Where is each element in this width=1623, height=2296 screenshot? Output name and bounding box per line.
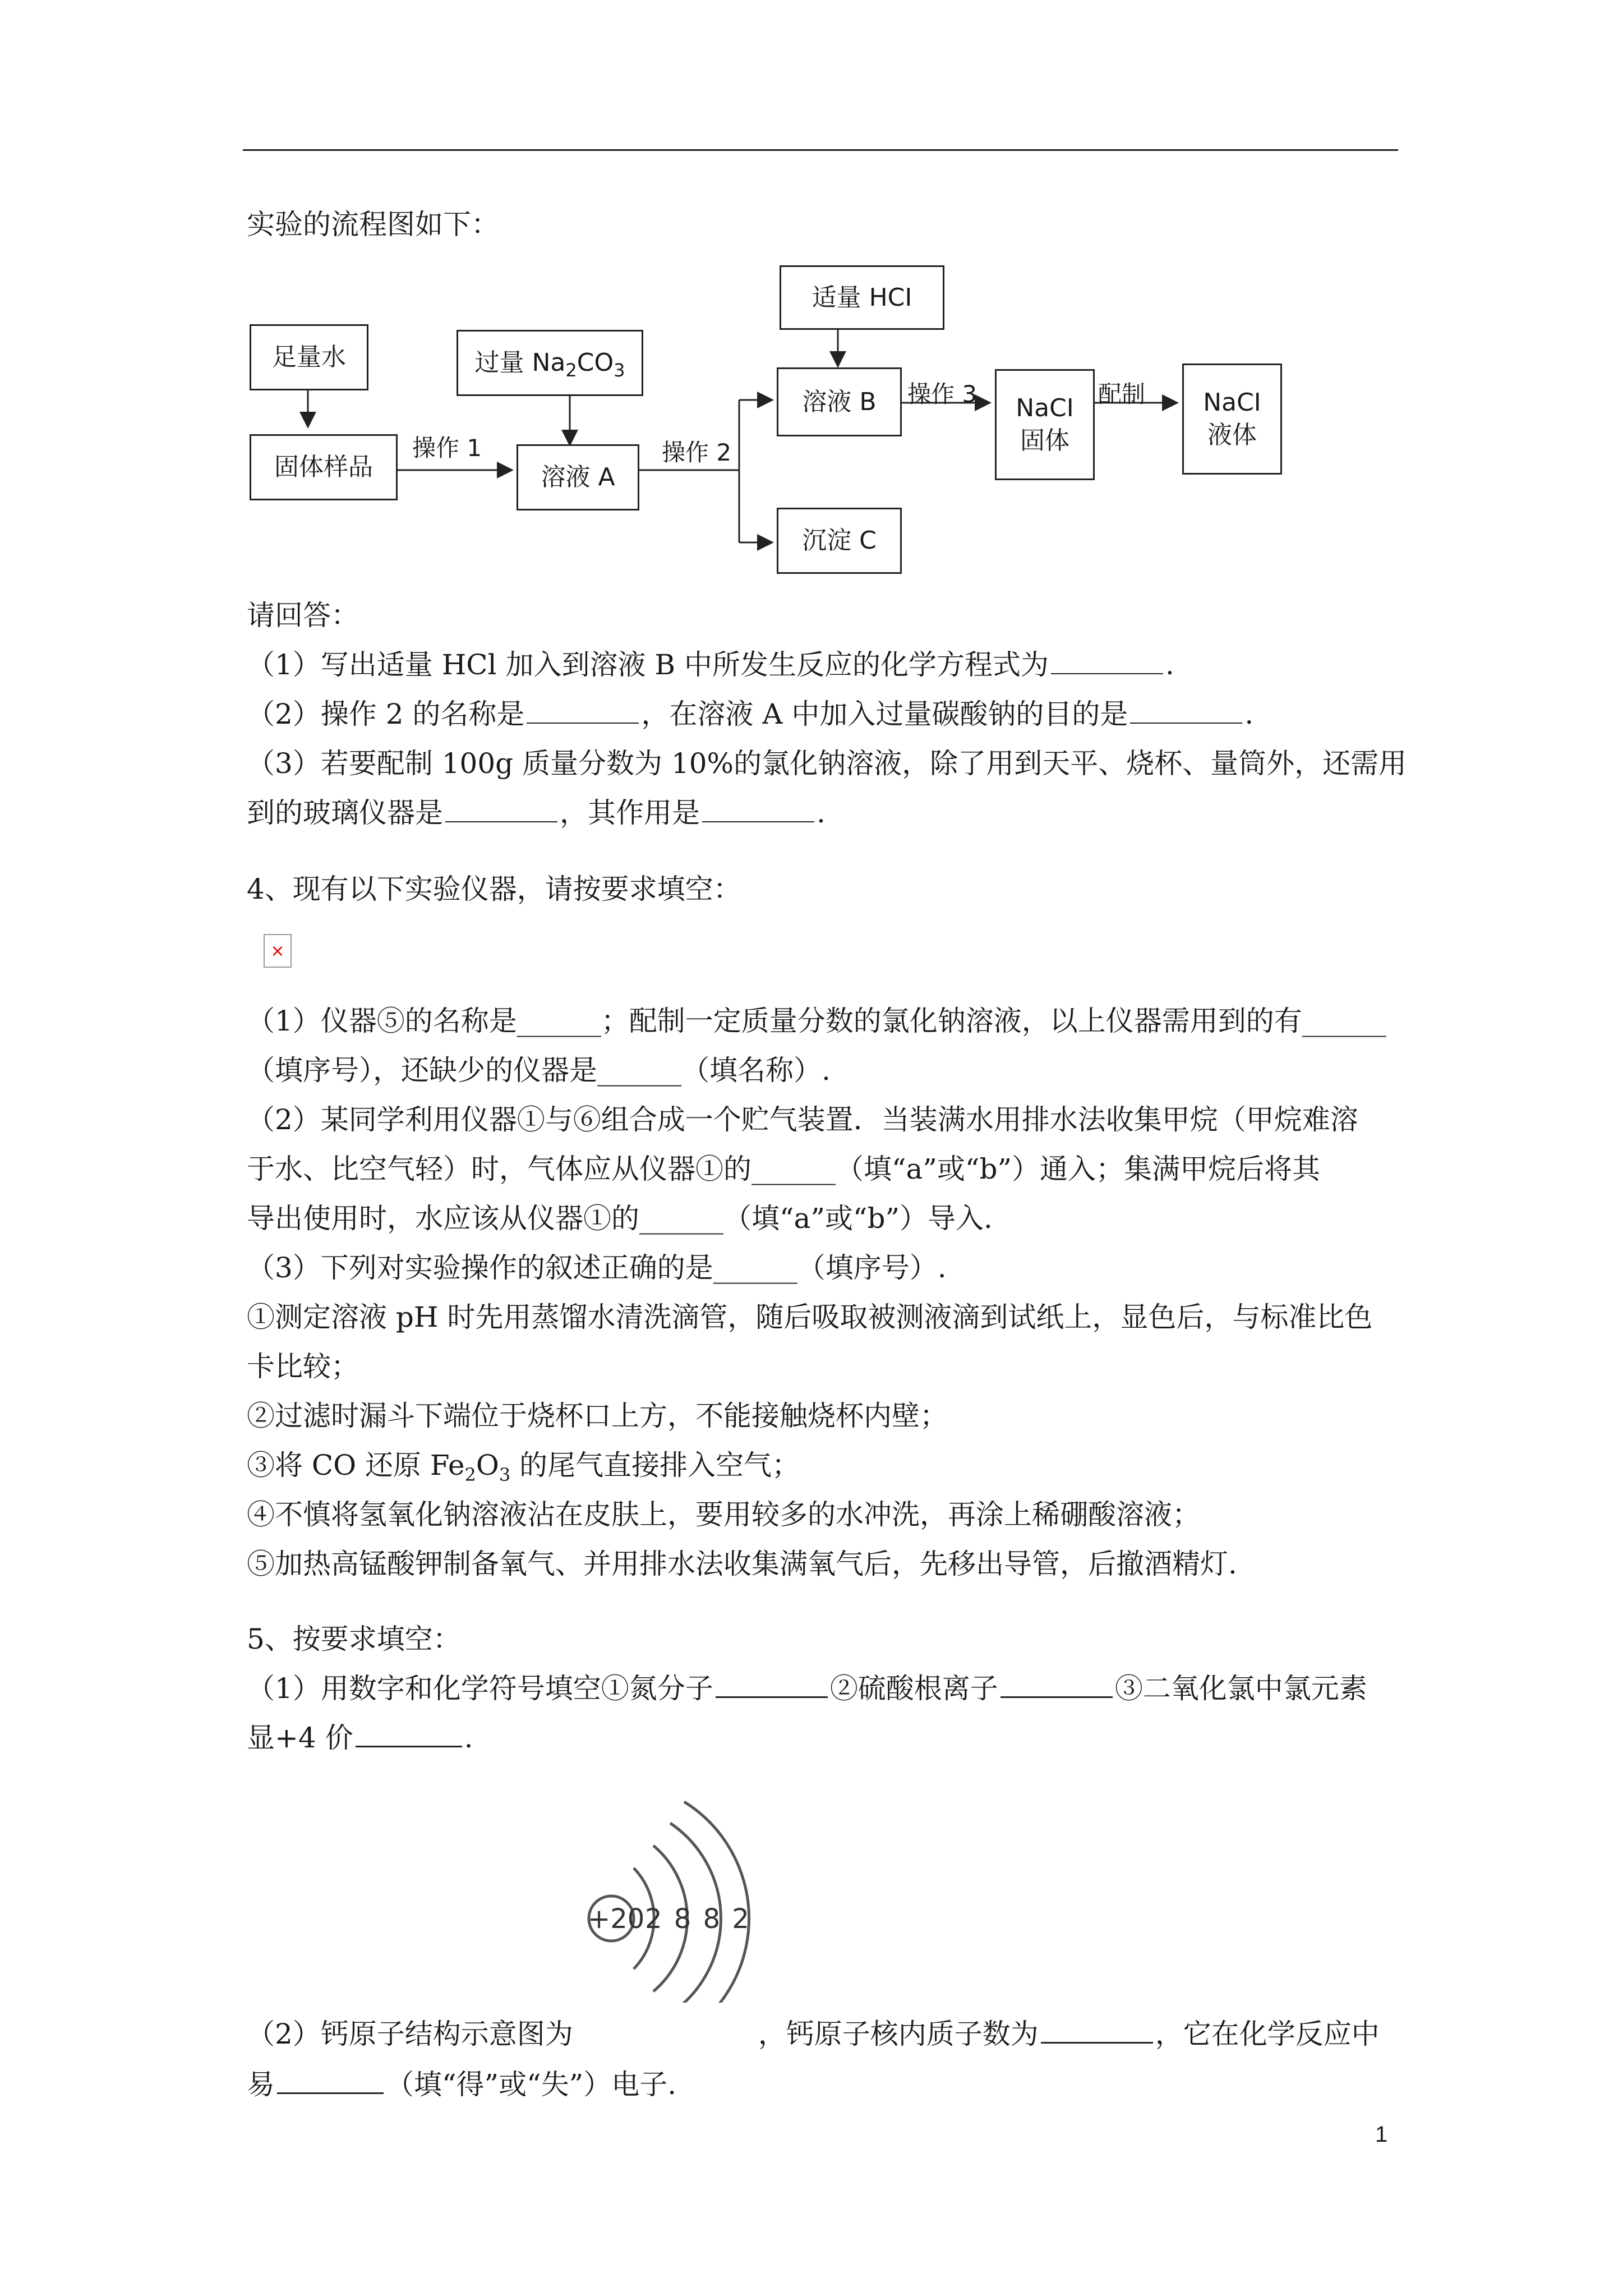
answer-blank[interactable] (702, 797, 814, 822)
box-solid-sample: 固体样品 (250, 434, 398, 500)
atom-shells-graphic (572, 1778, 763, 2003)
box-precipitate-c: 沉淀 C (777, 508, 902, 574)
answer-blank[interactable] (1041, 2017, 1153, 2044)
q4-line12: ⑤加热高锰酸钾制备氧气、并用排水法收集满氧气后，先移出导管，后撤酒精灯. (247, 1548, 1237, 1580)
q3-part1: （1）写出适量 HCl 加入到溶液 B 中所发生反应的化学方程式为 . (247, 648, 1174, 681)
page-number: 1 (1375, 2122, 1388, 2147)
ask-text: 请回答： (247, 599, 359, 632)
q4-title: 4、现有以下实验仪器，请按要求填空： (247, 873, 741, 905)
q4-line2: （填序号），还缺少的仪器是______（填名称）. (247, 1054, 831, 1087)
q4-line6: （3）下列对实验操作的叙述正确的是______（填序号）. (247, 1251, 947, 1284)
label-operation-3: 操作 3 (907, 380, 978, 408)
answer-blank[interactable] (1051, 648, 1163, 674)
q4-line7: ①测定溶液 pH 时先用蒸馏水清洗滴管，随后吸取被测液滴到试纸上，显色后，与标准比色 (247, 1301, 1373, 1333)
q3-part3-line2: 到的玻璃仪器是 ，其作用是 . (247, 797, 826, 829)
q4-line11: ④不慎将氢氧化钠溶液沾在皮肤上，要用较多的水冲洗，再涂上稀硼酸溶液； (247, 1498, 1200, 1531)
q4-line1: （1）仪器⑤的名称是______；配制一定质量分数的氯化钠溶液，以上仪器需用到的有______ (247, 1005, 1386, 1037)
q5-line4: 易 （填“得”或“失”）电子. (247, 2068, 677, 2101)
atom-shell-electrons: 2 8 8 2 (645, 1903, 749, 1935)
q5-line1: （1）用数字和化学符号填空①氮分子 ②硫酸根离子 ③二氧化氯中氯元素 (247, 1672, 1367, 1705)
box-sodium-carbonate: 过量 $Na_2CO_3$ (457, 330, 643, 396)
broken-image-icon: × (264, 934, 292, 968)
answer-blank[interactable] (277, 2068, 384, 2094)
box-water: 足量水 (250, 324, 368, 390)
q3-part3-line1: （3）若要配制 100g 质量分数为 10%的氯化钠溶液，除了用到天平、烧杯、量筒外，还需用 (247, 747, 1407, 780)
q5-line3: （2）钙原子结构示意图为 ，钙原子核内质子数为 ，它在化学反应中 (247, 2018, 1380, 2050)
q4-line4: 于水、比空气轻）时，气体应从仪器①的______（填“a”或“b”）通入；集满甲烷后将其 (247, 1153, 1321, 1185)
answer-blank[interactable] (527, 698, 639, 724)
q5-title: 5、按要求填空： (247, 1623, 461, 1655)
answer-blank[interactable] (1130, 698, 1242, 724)
intro-text: 实验的流程图如下： (247, 208, 499, 241)
label-prepare: 配制 (1098, 380, 1146, 408)
answer-blank[interactable] (716, 1672, 828, 1698)
box-solution-a: 溶液 A (517, 444, 639, 510)
box-nacl-solid: NaCI 固体 (995, 369, 1095, 480)
answer-blank[interactable] (356, 1721, 462, 1747)
q4-line3: （2）某同学利用仪器①与⑥组合成一个贮气装置．当装满水用排水法收集甲烷（甲烷难溶 (247, 1103, 1358, 1136)
atom-nucleus-label: +20 (588, 1903, 645, 1935)
answer-blank[interactable] (445, 797, 557, 822)
q4-line9: ②过滤时漏斗下端位于烧杯口上方，不能接触烧杯内壁； (247, 1400, 948, 1432)
label-operation-2: 操作 2 (662, 439, 732, 466)
box-hcl: 适量 HCI (780, 265, 944, 330)
q3-part2: （2）操作 2 的名称是 ，在溶液 A 中加入过量碳酸钠的目的是 . (247, 698, 1254, 730)
box-solution-b: 溶液 B (777, 367, 902, 436)
answer-blank[interactable] (1000, 1672, 1113, 1698)
label-operation-1: 操作 1 (412, 434, 482, 462)
q4-line10: ③将 CO 还原 $Fe_2O_3$ 的尾气直接排入空气； (247, 1449, 800, 1485)
q4-line5: 导出使用时，水应该从仪器①的______（填“a”或“b”）导入. (247, 1202, 993, 1235)
q5-line2: 显+4 价 . (247, 1722, 473, 1754)
box-nacl-liquid: NaCI 液体 (1182, 364, 1282, 475)
q4-line8: 卡比较； (247, 1350, 359, 1383)
